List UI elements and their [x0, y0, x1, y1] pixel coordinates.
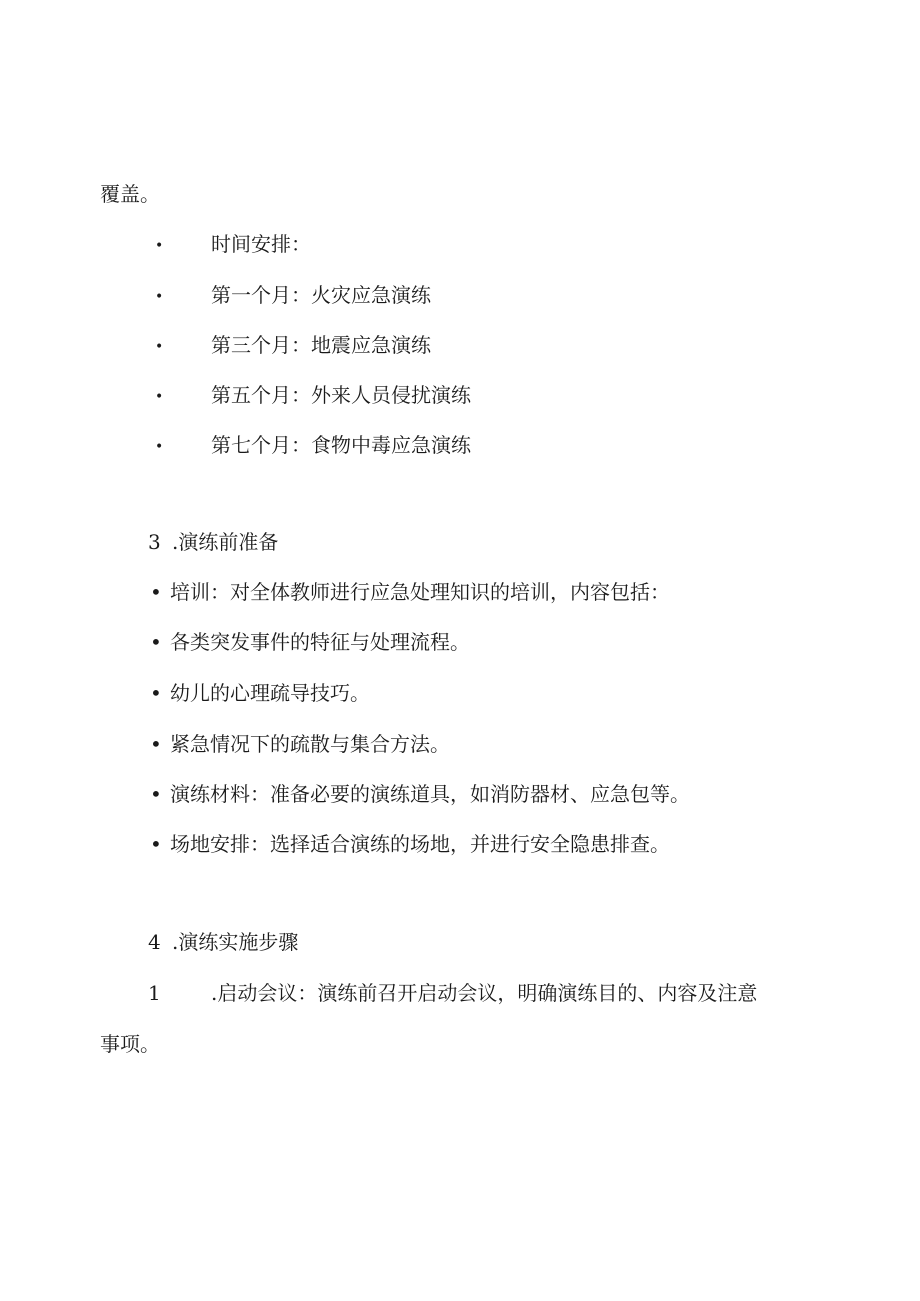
schedule-bullet: •: [155, 439, 164, 455]
step1-number: 1: [148, 981, 161, 1005]
continuation-text: 覆盖。: [100, 182, 160, 206]
section4-number: 4: [148, 930, 161, 954]
section3-title: .演练前准备: [172, 530, 279, 554]
section3-item: 场地安排：选择适合演练的场地，并进行安全隐患排查。: [170, 832, 670, 856]
section3-bullet: •: [150, 580, 162, 604]
schedule-item: 第一个月：火灾应急演练: [211, 283, 431, 307]
schedule-bullet: •: [155, 389, 164, 405]
schedule-bullet: •: [155, 289, 164, 305]
section3-number: 3: [148, 530, 161, 554]
section3-bullet: •: [150, 832, 162, 856]
schedule-heading: 时间安排：: [211, 232, 311, 256]
section3-bullet: •: [150, 782, 162, 806]
section3-bullet: •: [150, 630, 162, 654]
section3-bullet: •: [150, 681, 162, 705]
step1-text: .启动会议：演练前召开启动会议，明确演练目的、内容及注意: [211, 981, 758, 1005]
section3-item: 幼儿的心理疏导技巧。: [170, 681, 370, 705]
section3-item: 培训：对全体教师进行应急处理知识的培训，内容包括：: [170, 580, 670, 604]
step1-continuation: 事项。: [100, 1032, 160, 1056]
schedule-item: 第五个月：外来人员侵扰演练: [211, 383, 471, 407]
section3-item: 演练材料：准备必要的演练道具，如消防器材、应急包等。: [170, 782, 690, 806]
schedule-bullet: •: [155, 238, 164, 254]
section3-item: 紧急情况下的疏散与集合方法。: [170, 732, 450, 756]
section3-bullet: •: [150, 732, 162, 756]
schedule-bullet: •: [155, 339, 164, 355]
section3-item: 各类突发事件的特征与处理流程。: [170, 630, 470, 654]
section4-title: .演练实施步骤: [172, 930, 299, 954]
schedule-item: 第七个月：食物中毒应急演练: [211, 433, 471, 457]
schedule-item: 第三个月：地震应急演练: [211, 333, 431, 357]
